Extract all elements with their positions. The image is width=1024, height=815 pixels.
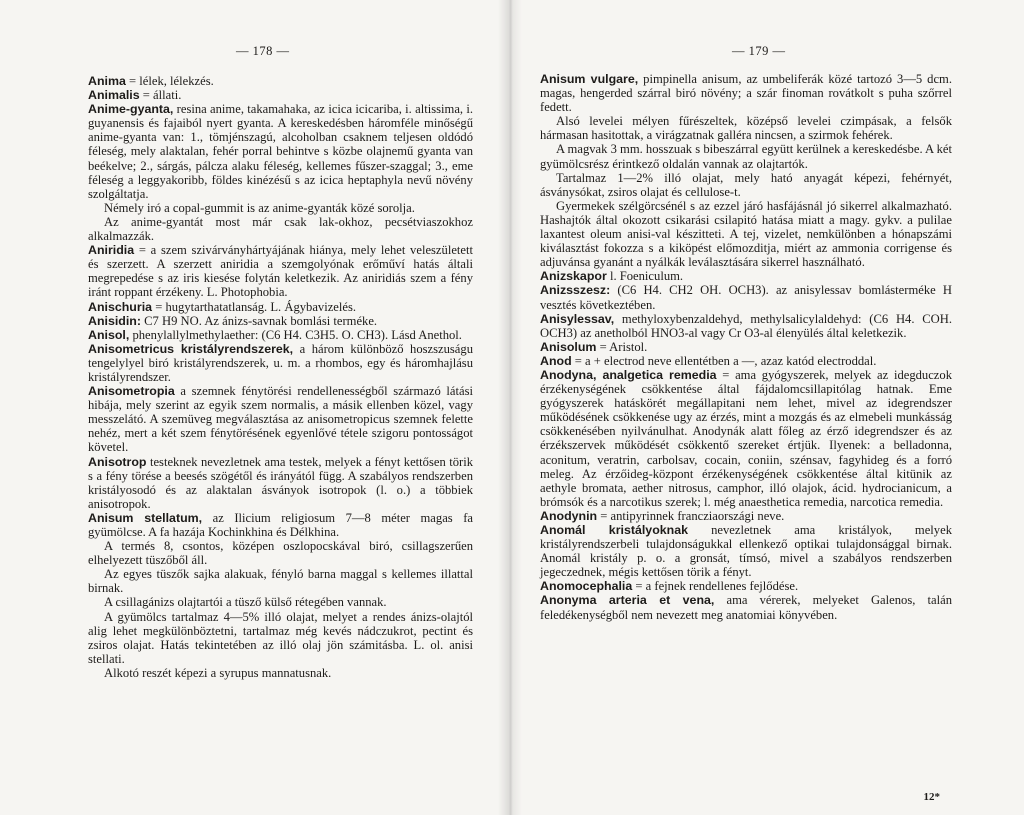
entry-text: = antipyrinnek francziaországi neve. <box>597 508 785 523</box>
entry-text: Az egyes tüszők sajka alakuak, fényló barna maggal s kellemes illattal birnak. <box>88 567 473 596</box>
entry-text: l. Foeniculum. <box>606 269 684 284</box>
entry-headword: Anod <box>540 353 572 368</box>
entry-text: A magvak 3 mm. hosszuak s bibeszárral együtt kerülnek a kereskedésbe. A két gyümölcsrész érintkező oldalán vannak az olajtartók. <box>540 142 952 171</box>
right-page <box>510 0 1024 815</box>
entry-text: nevezletnek ama kristályok, melyek kristályrendszerbeli tulajdonságukkal ellenkező optikai tulajdonsággal birnak. Anomál kristály p. o. a gronsát, tímsó, mivel a szabályos rendszerben jegeczednek, mégis kettősen törik a fényt. <box>540 523 952 580</box>
paragraph <box>88 610 473 666</box>
entry-headword: Anisotrop <box>88 454 147 469</box>
entry-text: = a fejnek rendellenes fejlődése. <box>632 579 799 594</box>
paragraph <box>88 666 473 680</box>
paragraph <box>540 171 952 199</box>
dictionary-entry <box>540 312 952 340</box>
paragraph <box>88 567 473 595</box>
text-column <box>540 72 952 622</box>
dictionary-entry <box>88 511 473 539</box>
entry-headword: Anizskapor <box>540 269 607 284</box>
dictionary-entry <box>88 314 473 328</box>
entry-text: A csillagánizs olajtartói a tüsző külső rétegében vannak. <box>104 595 387 610</box>
entry-headword: Anodyna, analgetica remedia <box>540 367 717 382</box>
entry-text: az Ilicium religiosum 7—8 méter magas fa gyümölcse. A fa hazája Kochinkhina és Délkhina. <box>88 510 473 539</box>
book-gutter <box>498 0 522 815</box>
entry-headword: Anisolum <box>540 339 597 354</box>
dictionary-entry <box>88 342 473 384</box>
left-page <box>0 0 510 815</box>
entry-headword: Anisum stellatum, <box>88 510 203 525</box>
entry-text: testeknek nevezletnek ama testek, melyek a fényt kettősen törik s a fény törése a beesés szögétől és irányától függ. A szabályos rendszerben kristályosodó és az alaktalan ásványok isotropok (l. o.) a többiek anisotropok. <box>88 454 473 511</box>
entry-headword: Anischuria <box>88 299 153 314</box>
entry-headword: Anima <box>88 74 126 88</box>
entry-headword: Anisidin: <box>88 313 141 328</box>
page-number: — 178 — <box>236 44 290 58</box>
dictionary-entry <box>88 74 473 88</box>
entry-headword: Anime-gyanta, <box>88 102 174 117</box>
entry-text: ama vérerek, melyeket Galenos, talán feledékenységből nem nevezett meg anatomiai könyvében. <box>540 593 952 622</box>
entry-text: a szemnek fénytörési rendellenességből származó látási hibája, mely szerint az egyik szem normalis, a másik ellenben közel, vagy messzelátó. A szemüveg megválasztása az anisometropicus szemnek felette nehéz, mert a két szem fénytörésének egyenlővé tétele szigoru pontosságot követel. <box>88 384 473 455</box>
entry-headword: Anodynin <box>540 508 598 523</box>
entry-headword: Anonyma arteria et vena, <box>540 593 715 608</box>
paragraph <box>88 539 473 567</box>
entry-headword: Anomocephalia <box>540 579 633 594</box>
entry-headword: Aniridia <box>88 243 135 258</box>
entry-text: = Aristol. <box>596 339 648 354</box>
entry-headword: Anomál kristályoknak <box>540 523 689 537</box>
dictionary-entry <box>88 328 473 342</box>
entry-text: Tartalmaz 1—2% illó olajat, mely ható anyagát képezi, fehérnyét, ásványsókat, zsiros olajat és cellulose-t. <box>540 170 952 199</box>
entry-headword: Anisol, <box>88 327 130 342</box>
dictionary-entry <box>88 88 473 102</box>
entry-text: phenylallylmethylaether: (C6 H4. C3H5. O. CH3). Lásd Anethol. <box>129 327 462 342</box>
entry-text: Alsó levelei mélyen fűrészeltek, középső levelei czimpásak, a felsők hármasan hasitottak, a virágzatnak gallérа nincsen, a szirmok fehérek. <box>540 114 952 143</box>
entry-headword: Animalis <box>88 88 140 103</box>
dictionary-entry <box>540 283 952 311</box>
dictionary-entry <box>540 354 952 368</box>
entry-text: resina anime, takamahaka, az icica icicariba, i. altissima, i. guyanensis és fajaiból nyert gyanta. A kereskedésben háromféle minőségű anime-gyanta van: 1., tömjénszagú, alcoholban csaknem teljesen oldódó féleség, mely alaktalan, fehér porral behintve s közbe olajnemű gyanta van beékelve; 2., sárgás, pálcza alaku féleség, kellemes fűszer-szaggal; 3., eme féleség a leggyakoribb, földes kinézésű s az icica heptaphyla nevű növény szolgáltatja. <box>88 102 473 201</box>
entry-text: A termés 8, csontos, középen oszlopocskával biró, csillagszerűen elhelyezett tüszőből áll. <box>88 539 473 568</box>
dictionary-entry <box>88 243 473 299</box>
entry-text: a három különböző hoszszuságu tengelylyel biró kristályrendszerek, u. m. a rhombos, egy és háromhajlásu kristályrendszer. <box>88 341 473 384</box>
dictionary-entry <box>540 523 952 579</box>
entry-text: methyloxybenzaldehyd, methylsalicylaldehyd: (C6 H4. COH. OCH3) az anetholból HNO3-al vagy Cr O3-al élenyülés által keletkezik. <box>540 311 952 340</box>
dictionary-entry <box>540 509 952 523</box>
dictionary-entry <box>540 579 952 593</box>
dictionary-entry <box>88 455 473 511</box>
paragraph <box>540 142 952 170</box>
entry-headword: Anisometricus kristályrendszerek, <box>88 341 294 356</box>
dictionary-entry <box>540 593 952 621</box>
entry-text: Némely iró a copal-gummit is az anime-gyanták közé sorolja. <box>104 200 415 215</box>
dictionary-entry <box>540 368 952 509</box>
entry-text: = lélek, lélekzés. <box>125 74 214 88</box>
entry-text: = a + electrod neve ellentétben a —, azaz katód electroddal. <box>571 353 877 368</box>
signature-mark: 12* <box>923 791 940 803</box>
entry-text: = állati. <box>139 88 182 103</box>
paragraph <box>540 199 952 269</box>
entry-text: Gyermekek szélgörcsénél s az ezzel járó hasfájásnál jó sikerrel alkalmazható. Hashajtók által okozott csikarási csilapitó hatása miatt a magy. gykv. a pulilae laxantest oleum anisi-val készitteti. A tej, vizelet, nemkülönben a hónapszámi kiválasztást fokozza s a kiköpést előmozditja, miért az ammonia corrigense és adjuvánsa gyanánt a nyálkák leválasztására sikerrel használható. <box>540 198 952 270</box>
paragraph <box>88 215 473 243</box>
entry-text: Az anime-gyantát most már csak lak-okhoz, pecsétviaszokhoz alkalmazzák. <box>88 214 473 244</box>
text-column <box>88 74 473 680</box>
entry-text: A gyümölcs tartalmaz 4—5% illó olajat, melyet a rendes ánizs-olajtól alig lehet megkülönböztetni, tartalmaz még kevés nádczukrot, pectint és zsiros olajat. Hatás tekintetében az illó olaj jön számitásba. L. ol. anisi stellati. <box>88 609 473 666</box>
entry-headword: Anisometropia <box>88 384 175 399</box>
entry-headword: Anisylessav, <box>540 311 615 326</box>
dictionary-entry <box>540 72 952 114</box>
entry-headword: Anizsszesz: <box>540 283 611 298</box>
dictionary-entry <box>88 102 473 201</box>
entry-text: pimpinella anisum, az umbeliferák közé tartozó 3—5 dcm. magas, hengerded szárral biró növény; a szár finoman rovátkolt s puha szőrrel fedett. <box>540 72 952 115</box>
entry-text: = a szem szivárványhártyájának hiánya, mely lehet veleszületett és szerzett. A szerzett aniridia a szemgolyónak erőműví hatás általi megrepedése s az iris kiesése folytán keletkezik. Az aniridiás szem a fény iránt roppant érzékeny. L. Photophobia. <box>88 243 473 300</box>
entry-text: (C6 H4. CH2 OH. OCH3). az anisylessav bomlásterméke H vesztés következtében. <box>540 283 952 312</box>
paragraph <box>540 114 952 142</box>
entry-text: Alkotó reszét képezi a syrupus mannatusnak. <box>104 665 332 680</box>
paragraph <box>88 595 473 609</box>
entry-text: = hugytarthatatlanság. L. Ágybavizelés. <box>152 299 357 314</box>
dictionary-entry <box>88 384 473 454</box>
dictionary-entry <box>88 300 473 314</box>
page-number: — 179 — <box>732 44 786 58</box>
entry-text: C7 H9 NO. Az ánizs-savnak bomlási terméke. <box>141 313 378 328</box>
entry-headword: Anisum vulgare, <box>540 72 639 86</box>
dictionary-entry <box>540 340 952 354</box>
dictionary-entry <box>540 269 952 283</box>
entry-text: = ama gyógyszerek, melyek az idegduczok érzékenységének csökkentése által fájdalomcsillapitólag hatnak. Eme gyógyszerek hatáskörét megállapitani nem lehet, mivel az idegrendszer működésének csökkenése ugy az érzés, mint a mozgás és az elmebeli munkásság csökkenésében nyilvánulhat. Anodynák alatt főleg az érző idegrendszer és az érzékszervek működését csökkentő szereket értjük. Ilyenek: a belladonna, aconitum, veratrin, carbolsav, cocain, coniin, szénsav, fagyhideg és a forró meleg. Az érzőideg-központ érzékenységének csökkentése által kitünik az aethyle bromata, aether nitrosus, camphor, illó olajok, ácid. hydrocianicum, a brómsók és a narcotikus szerek; l. még anaesthetica remedia, narcotica remedia. <box>540 367 952 509</box>
paragraph <box>88 201 473 215</box>
